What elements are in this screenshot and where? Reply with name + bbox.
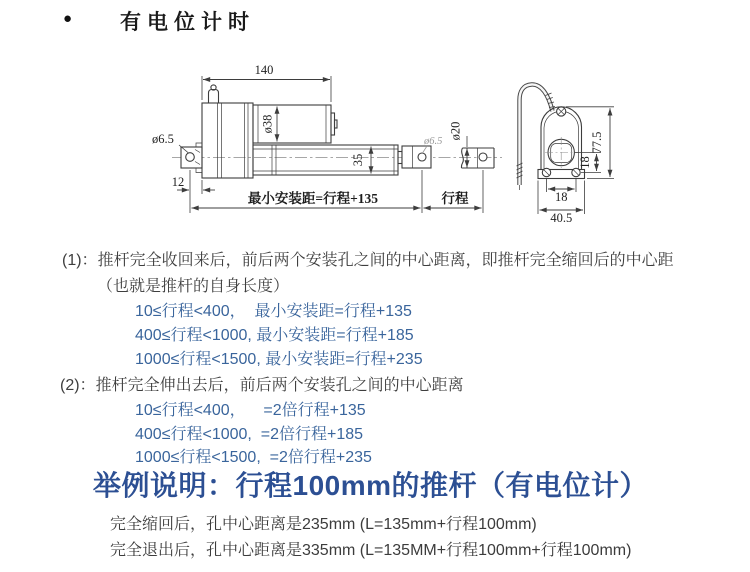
rear-mount-hole — [186, 153, 195, 162]
dim-hole-to-base: 18 — [578, 156, 592, 169]
front-mount-hole — [418, 153, 426, 161]
dim-rear-offset: 12 — [171, 175, 185, 189]
note-1-formula-1: 10≤行程<400， 最小安装距=行程+135 — [135, 303, 412, 320]
note-1-prefix: (1)： — [62, 252, 98, 269]
note-2-formula-1: 10≤行程<400， =2倍行程+135 — [135, 402, 366, 419]
note-1-line-2: （也就是推杆的自身长度） — [97, 278, 290, 295]
bullet-icon: ● — [63, 10, 73, 27]
note-1-formula-2: 400≤行程<1000, 最小安装距=行程+185 — [135, 327, 414, 344]
extended-clevis — [461, 148, 494, 168]
dim-stroke: 行程 — [441, 191, 469, 206]
page-title: 有电位计时 — [120, 9, 255, 34]
example-line-2: 完全退出后，孔中心距离是335mm (L=135MM+行程100mm+行程100mm) — [110, 542, 632, 559]
dim-rod-diameter: ø20 — [448, 121, 463, 141]
dim-length-top: 140 — [254, 63, 274, 77]
note-2-formula-3: 1000≤行程<1500, =2倍行程+235 — [135, 449, 372, 466]
actuator-side-view — [152, 63, 502, 213]
dim-end-width: 40.5 — [550, 211, 573, 225]
example-heading: 举例说明：行程100mm的推杆（有电位计） — [93, 470, 649, 501]
dim-motor-diameter: ø38 — [260, 114, 275, 134]
actuator-end-view — [517, 84, 615, 225]
note-2-text: 推杆完全伸出去后，前后两个安装孔之间的中心距离 — [95, 377, 464, 394]
front-clevis — [402, 146, 431, 168]
note-1-text: 推杆完全收回来后，前后两个安装孔之间的中心距离，即推杆完全缩回后的中心距 — [97, 252, 674, 269]
outer-tube — [253, 145, 398, 175]
dim-front-hole-diameter: ø6.5 — [424, 136, 443, 147]
note-1-formula-3: 1000≤行程<1500, 最小安装距=行程+235 — [135, 351, 423, 368]
dim-screw-spacing: 18 — [555, 190, 568, 204]
note-2-formula-2: 400≤行程<1000, =2倍行程+185 — [135, 426, 364, 443]
dim-end-height: 77.5 — [590, 131, 604, 154]
technical-drawing — [0, 0, 750, 235]
note-2-prefix: (2)： — [60, 377, 96, 394]
dim-min-install-distance: 最小安装距=行程+135 — [247, 191, 379, 206]
top-connector — [209, 85, 219, 103]
dim-tube-height: 35 — [351, 153, 365, 167]
gearbox-housing — [202, 103, 253, 178]
dim-rear-hole-diameter: ø6.5 — [152, 132, 174, 146]
example-line-1: 完全缩回后，孔中心距离是235mm (L=135mm+行程100mm) — [110, 516, 537, 533]
note-2-line-1 — [60, 372, 464, 395]
note-1-line-1 — [62, 247, 674, 270]
